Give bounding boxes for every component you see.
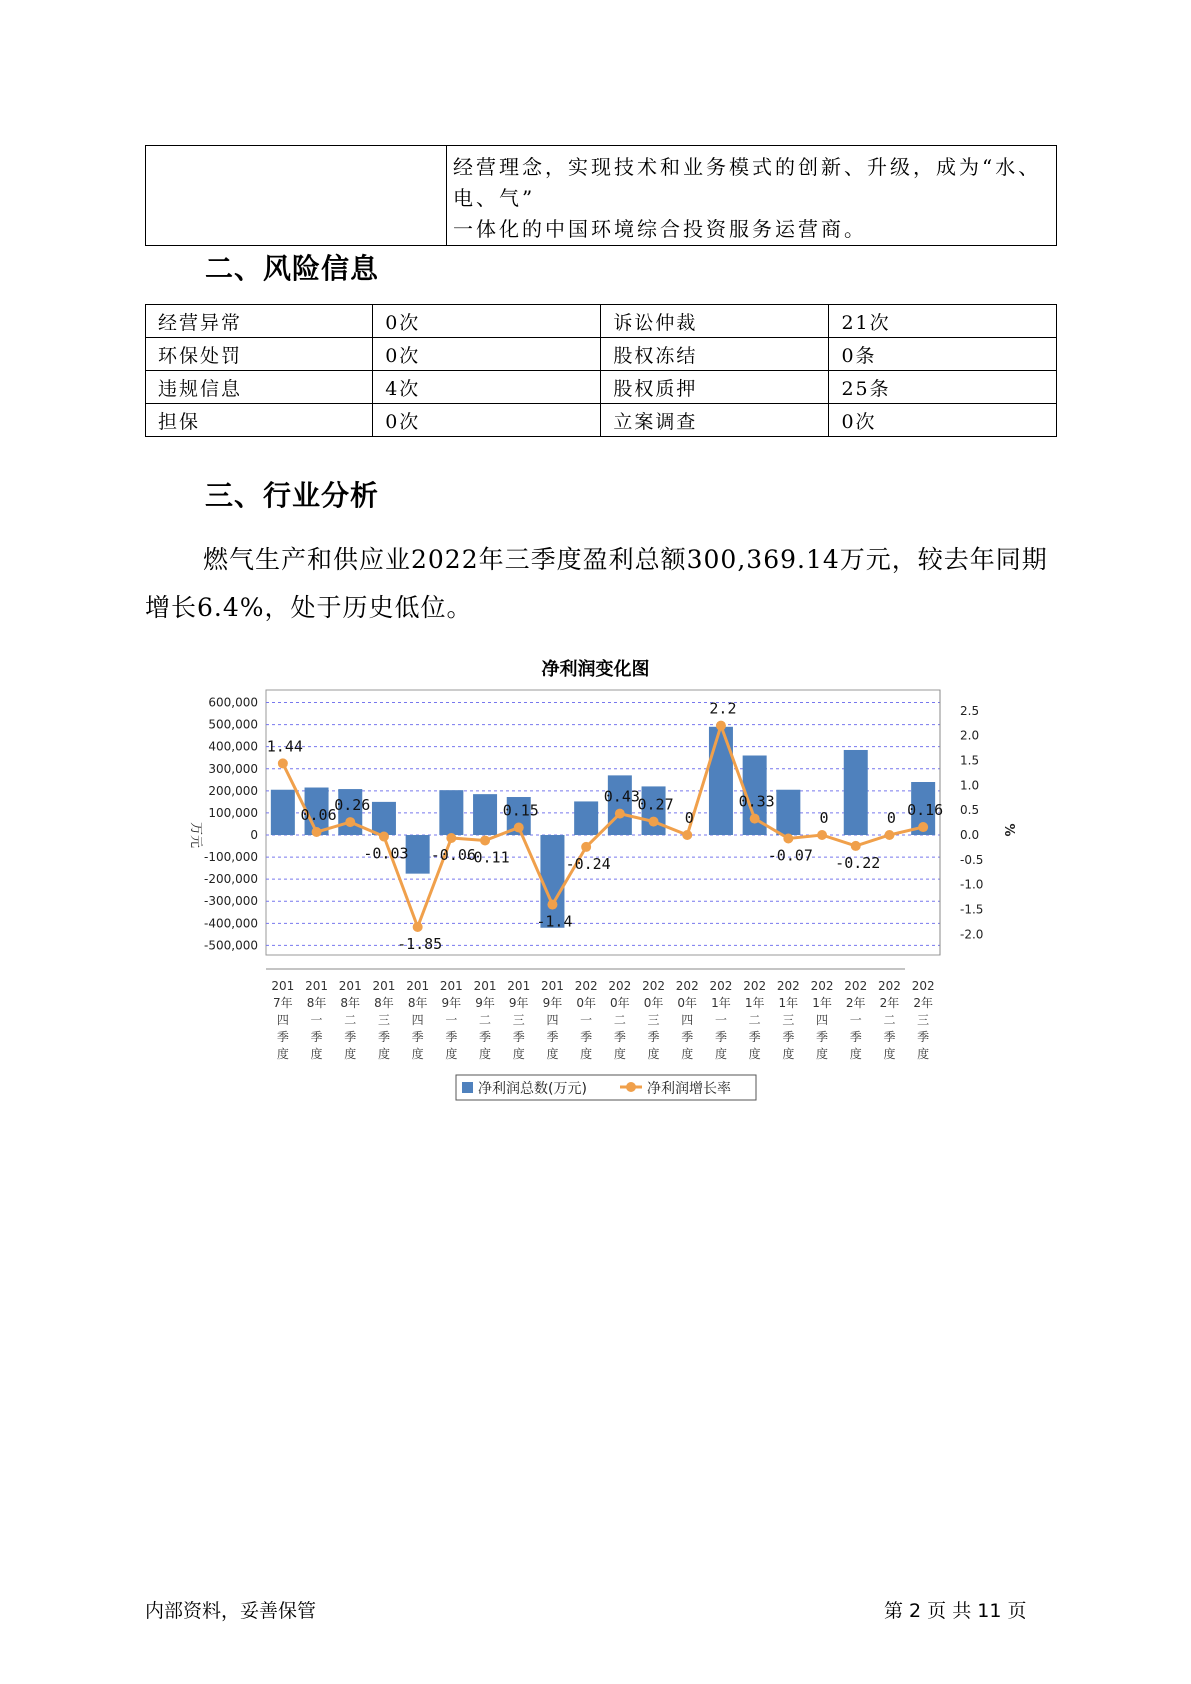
section-title-risk: 二、风险信息 <box>205 252 380 285</box>
left-tick-label: -400,000 <box>204 916 258 931</box>
left-tick-label: 200,000 <box>208 783 258 798</box>
growth-rate-data-label: 0 <box>684 809 694 827</box>
right-tick-label: 1.0 <box>960 778 980 793</box>
risk-item-value: 4次 <box>373 371 601 404</box>
profit-bar <box>473 794 497 835</box>
growth-rate-data-label: 0.33 <box>738 792 775 811</box>
growth-rate-data-label: -1.4 <box>536 912 573 931</box>
category-tick-label: 1年 <box>711 996 731 1010</box>
right-axis-title: % <box>1001 823 1016 837</box>
risk-item-label: 诉讼仲裁 <box>601 305 829 338</box>
growth-rate-point <box>884 830 894 840</box>
category-tick-label: 201 <box>540 979 564 993</box>
growth-rate-data-label: 2.2 <box>709 699 737 718</box>
category-tick-label: 202 <box>574 979 598 993</box>
growth-rate-data-label: 0.27 <box>637 795 674 814</box>
category-tick-label: 度 <box>647 1047 660 1061</box>
plot-area <box>266 690 940 955</box>
legend-bar-label: 净利润总数(万元) <box>478 1081 587 1097</box>
growth-rate-point <box>750 814 760 824</box>
profit-bar <box>271 790 295 835</box>
risk-item-value: 25条 <box>829 371 1057 404</box>
category-tick-label: 2年 <box>845 996 866 1010</box>
growth-rate-data-label: 0 <box>886 809 896 827</box>
category-tick-label: 季 <box>782 1030 795 1044</box>
category-tick-label: 201 <box>271 979 295 993</box>
profit-bar <box>439 790 463 835</box>
growth-rate-data-label: -0.06 <box>430 845 476 864</box>
legend-line-label: 净利润增长率 <box>647 1081 731 1097</box>
category-tick-label: 0年 <box>610 996 630 1010</box>
growth-rate-point <box>682 830 692 840</box>
category-tick-label: 度 <box>310 1047 323 1061</box>
category-tick-label: 季 <box>512 1030 525 1044</box>
risk-item-value: 21次 <box>829 305 1057 338</box>
growth-rate-point <box>312 827 322 837</box>
category-tick-label: 201 <box>338 979 362 993</box>
section-title-industry: 三、行业分析 <box>205 479 380 512</box>
growth-rate-point <box>918 822 928 832</box>
category-tick-label: 四 <box>681 1013 694 1027</box>
profit-bar <box>406 835 430 874</box>
profit-bar <box>709 727 733 835</box>
category-tick-label: 二 <box>883 1013 896 1027</box>
category-tick-label: 季 <box>546 1030 559 1044</box>
growth-rate-data-label: 0 <box>819 809 829 827</box>
category-tick-label: 0年 <box>677 996 698 1010</box>
category-tick-label: 1年 <box>778 996 799 1010</box>
category-tick-label: 度 <box>681 1047 694 1061</box>
category-tick-label: 季 <box>883 1030 896 1044</box>
category-tick-label: 一 <box>310 1013 323 1027</box>
left-tick-label: 0 <box>250 828 258 842</box>
right-tick-label: 1.5 <box>960 753 980 768</box>
category-tick-label: 季 <box>647 1030 660 1044</box>
category-tick-label: 一 <box>445 1013 458 1027</box>
category-tick-label: 季 <box>849 1030 862 1044</box>
risk-item-label: 经营异常 <box>146 305 373 338</box>
category-tick-label: 201 <box>305 979 329 993</box>
category-tick-label: 202 <box>810 979 834 993</box>
category-tick-label: 季 <box>445 1030 458 1044</box>
category-tick-label: 202 <box>911 979 935 993</box>
legend-bar-swatch <box>462 1082 473 1093</box>
left-tick-label: 400,000 <box>208 739 258 754</box>
category-tick-label: 8年 <box>407 996 428 1010</box>
growth-rate-point <box>547 900 557 910</box>
footer-confidential: 内部资料，妥善保管 <box>145 1600 317 1622</box>
footer-page-number: 第 2 页 共 11 页 <box>884 1600 1027 1622</box>
chart-title: 净利润变化图 <box>541 659 650 680</box>
category-tick-label: 0年 <box>576 996 596 1010</box>
category-tick-label: 一 <box>580 1013 593 1027</box>
right-tick-label: -1.5 <box>960 902 984 917</box>
category-tick-label: 季 <box>917 1030 930 1044</box>
growth-rate-data-label: -0.22 <box>835 853 881 872</box>
category-tick-label: 季 <box>613 1030 626 1044</box>
left-tick-label: 500,000 <box>208 717 258 732</box>
category-tick-label: 四 <box>816 1013 829 1027</box>
business-text-line-1: 经营理念，实现技术和业务模式的创新、升级，成为“水、电、气” <box>453 155 1042 210</box>
growth-rate-point <box>649 817 659 827</box>
category-tick-label: 202 <box>877 979 901 993</box>
category-tick-label: 季 <box>748 1030 761 1044</box>
risk-item-value: 0次 <box>829 404 1057 437</box>
growth-rate-point <box>379 831 389 841</box>
category-tick-label: 度 <box>613 1047 626 1061</box>
category-tick-label: 度 <box>580 1047 593 1061</box>
category-tick-label: 季 <box>479 1030 492 1044</box>
category-tick-label: 季 <box>714 1030 727 1044</box>
category-tick-label: 9年 <box>508 996 529 1010</box>
profit-bar <box>844 750 868 835</box>
category-tick-label: 7年 <box>273 996 293 1010</box>
growth-rate-point <box>581 842 591 852</box>
growth-rate-data-label: 1.44 <box>266 737 303 756</box>
category-tick-label: 度 <box>512 1047 525 1061</box>
category-tick-label: 9年 <box>542 996 563 1010</box>
right-tick-label: 2.5 <box>960 703 980 718</box>
risk-item-label: 环保处罚 <box>146 338 373 371</box>
category-tick-label: 二 <box>613 1013 626 1027</box>
growth-rate-data-label: 0.16 <box>907 801 944 820</box>
risk-item-value: 0条 <box>829 338 1057 371</box>
category-tick-label: 度 <box>445 1047 458 1061</box>
risk-item-label: 立案调查 <box>601 404 829 437</box>
category-tick-label: 度 <box>917 1047 930 1061</box>
growth-rate-data-label: -0.24 <box>565 854 611 873</box>
left-tick-label: -200,000 <box>204 872 258 887</box>
right-tick-label: 0.5 <box>960 803 980 818</box>
growth-rate-data-label: -0.03 <box>363 844 409 863</box>
category-tick-label: 202 <box>675 979 699 993</box>
category-tick-label: 三 <box>782 1013 795 1027</box>
growth-rate-point <box>514 823 524 833</box>
risk-item-value: 0次 <box>373 305 601 338</box>
growth-rate-point <box>413 922 423 932</box>
growth-rate-point <box>480 835 490 845</box>
category-tick-label: 2年 <box>913 996 933 1010</box>
category-tick-label: 季 <box>276 1030 289 1044</box>
growth-rate-data-label: 0.06 <box>300 806 337 825</box>
category-tick-label: 季 <box>411 1030 424 1044</box>
right-tick-label: 2.0 <box>960 728 980 743</box>
left-tick-label: -300,000 <box>204 894 258 909</box>
left-tick-label: -500,000 <box>204 938 258 953</box>
category-tick-label: 季 <box>310 1030 323 1044</box>
growth-rate-data-label: 0.15 <box>502 801 539 820</box>
risk-item-label: 股权冻结 <box>601 338 829 371</box>
growth-rate-point <box>851 841 861 851</box>
left-tick-label: 300,000 <box>208 761 258 776</box>
category-tick-label: 度 <box>816 1047 829 1061</box>
right-tick-label: -2.0 <box>960 927 984 942</box>
category-tick-label: 度 <box>714 1047 727 1061</box>
category-tick-label: 202 <box>642 979 666 993</box>
category-tick-label: 202 <box>844 979 868 993</box>
left-tick-label: -100,000 <box>204 850 258 865</box>
category-tick-label: 度 <box>411 1047 424 1061</box>
category-tick-label: 三 <box>917 1013 930 1027</box>
growth-rate-point <box>345 817 355 827</box>
category-tick-label: 度 <box>479 1047 492 1061</box>
category-tick-label: 201 <box>372 979 396 993</box>
category-tick-label: 四 <box>546 1013 559 1027</box>
growth-rate-point <box>817 830 827 840</box>
category-tick-label: 四 <box>411 1013 424 1027</box>
left-axis-title: 万元 <box>188 821 203 849</box>
category-tick-label: 201 <box>439 979 463 993</box>
category-tick-label: 季 <box>344 1030 357 1044</box>
category-tick-label: 202 <box>709 979 733 993</box>
category-tick-label: 度 <box>276 1047 289 1061</box>
risk-item-value: 0次 <box>373 404 601 437</box>
category-tick-label: 三 <box>377 1013 390 1027</box>
right-tick-label: 0.0 <box>960 828 980 842</box>
right-tick-label: -0.5 <box>960 852 984 867</box>
growth-rate-point <box>716 721 726 731</box>
category-tick-label: 度 <box>377 1047 390 1061</box>
risk-item-label: 违规信息 <box>146 371 373 404</box>
growth-rate-data-label: -0.11 <box>464 848 510 867</box>
category-tick-label: 二 <box>344 1013 357 1027</box>
risk-item-label: 担保 <box>146 404 373 437</box>
category-tick-label: 0年 <box>643 996 664 1010</box>
legend-line-marker <box>626 1082 636 1092</box>
category-tick-label: 二 <box>479 1013 492 1027</box>
risk-item-value: 0次 <box>373 338 601 371</box>
category-tick-label: 度 <box>883 1047 896 1061</box>
category-tick-label: 一 <box>849 1013 862 1027</box>
category-tick-label: 季 <box>580 1030 593 1044</box>
growth-rate-data-label: -0.07 <box>767 846 813 865</box>
category-tick-label: 四 <box>276 1013 289 1027</box>
category-tick-label: 202 <box>776 979 800 993</box>
category-tick-label: 度 <box>782 1047 795 1061</box>
category-tick-label: 8年 <box>340 996 361 1010</box>
category-tick-label: 度 <box>849 1047 862 1061</box>
growth-rate-point <box>783 833 793 843</box>
category-tick-label: 度 <box>748 1047 761 1061</box>
profit-bar <box>372 802 396 835</box>
category-tick-label: 9年 <box>441 996 462 1010</box>
category-tick-label: 季 <box>816 1030 829 1044</box>
category-tick-label: 三 <box>512 1013 525 1027</box>
category-tick-label: 2年 <box>879 996 900 1010</box>
growth-rate-data-label: 0.43 <box>603 787 640 806</box>
category-tick-label: 8年 <box>374 996 394 1010</box>
growth-rate-point <box>278 758 288 768</box>
left-tick-label: 100,000 <box>208 805 258 820</box>
category-tick-label: 度 <box>344 1047 357 1061</box>
category-tick-label: 一 <box>714 1013 727 1027</box>
business-text-line-2: 一体化的中国环境综合投资服务运营商。 <box>453 217 867 241</box>
profit-bar <box>574 801 598 835</box>
right-tick-label: -1.0 <box>960 877 984 892</box>
category-tick-label: 202 <box>743 979 767 993</box>
category-tick-label: 度 <box>546 1047 559 1061</box>
category-tick-label: 201 <box>507 979 531 993</box>
profit-bar <box>776 790 800 835</box>
growth-rate-point <box>446 833 456 843</box>
category-tick-label: 三 <box>647 1013 660 1027</box>
category-tick-label: 季 <box>377 1030 390 1044</box>
industry-analysis-paragraph: 燃气生产和供应业2022年三季度盈利总额300,369.14万元，较去年同期增长6.4%，处于历史低位。 <box>145 545 1048 622</box>
category-tick-label: 202 <box>608 979 632 993</box>
category-tick-label: 9年 <box>475 996 495 1010</box>
category-tick-label: 1年 <box>744 996 765 1010</box>
growth-rate-data-label: -1.85 <box>397 934 443 953</box>
growth-rate-data-label: 0.26 <box>334 796 371 815</box>
category-tick-label: 季 <box>681 1030 694 1044</box>
category-tick-label: 201 <box>473 979 497 993</box>
category-tick-label: 201 <box>406 979 430 993</box>
category-tick-label: 二 <box>748 1013 761 1027</box>
growth-rate-point <box>615 809 625 819</box>
risk-item-label: 股权质押 <box>601 371 829 404</box>
left-tick-label: 600,000 <box>208 695 258 710</box>
category-tick-label: 1年 <box>812 996 832 1010</box>
category-tick-label: 8年 <box>306 996 327 1010</box>
